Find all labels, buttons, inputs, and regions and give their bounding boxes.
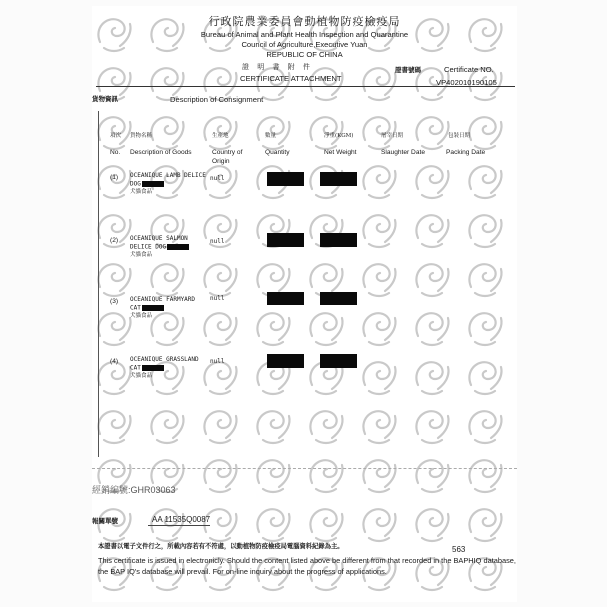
item-2-no: (2) [110, 237, 119, 244]
item-1-quantity-redaction [267, 172, 304, 186]
watermark-swirl [416, 509, 448, 541]
watermark-swirl [257, 411, 289, 443]
redaction-bar [142, 305, 164, 311]
watermark-swirl [98, 313, 130, 345]
col-packing-en: Packing Date [446, 149, 486, 156]
col-no-en: No. [110, 149, 121, 156]
item-3-name-zh: 犬貓食品 [130, 313, 153, 319]
watermark-swirl [363, 509, 395, 541]
redaction-bar [167, 244, 189, 250]
item-3-quantity-redaction [267, 292, 304, 305]
col-weight-zh: 淨重(KGM) [324, 133, 354, 139]
item-2-name-line2: DELICE DOG [130, 244, 189, 251]
watermark-swirl [98, 509, 130, 541]
watermark-swirl [310, 460, 342, 492]
watermark-swirl [98, 411, 130, 443]
watermark-swirl [416, 166, 448, 198]
col-weight-en: Net Weight [324, 149, 357, 156]
watermark-swirl [469, 460, 501, 492]
watermark-swirl [204, 313, 236, 345]
watermark-swirl [151, 411, 183, 443]
watermark-swirl [469, 264, 501, 296]
watermark-swirl [204, 460, 236, 492]
item-3-name-line1: OCEANIQUE FARMYARD [130, 296, 196, 303]
watermark-swirl [310, 313, 342, 345]
col-goods-zh: 貨物名稱 [130, 133, 153, 139]
item-2-name-zh: 犬貓食品 [130, 252, 153, 258]
council-name: Council of Agriculture,Executive Yuan [241, 40, 368, 49]
registration-number: 經銷編號:GHR03063 [92, 485, 176, 495]
watermark-swirl [416, 117, 448, 149]
watermark-swirl [151, 313, 183, 345]
watermark-swirl [310, 509, 342, 541]
watermark-swirl [310, 411, 342, 443]
item-4-name-zh: 犬貓食品 [130, 373, 153, 379]
item-1-weight-redaction [320, 172, 357, 186]
item-3-no: (3) [110, 298, 119, 305]
item-1-name-zh: 犬貓食品 [130, 189, 153, 195]
consignment-label-en: Description of Consignment [170, 95, 264, 104]
consignment-label-zh: 貨物資訊 [92, 95, 118, 103]
notice-zh: 本證書以電子文件行之，所載內容若有不符處，以動植物防疫檢疫局電腦資料紀錄為主。 [98, 543, 344, 550]
watermark-swirl [416, 264, 448, 296]
watermark-swirl [469, 313, 501, 345]
watermark-swirl [363, 68, 395, 100]
item-4-weight-redaction [320, 354, 357, 368]
watermark-swirl [204, 166, 236, 198]
col-origin-en: Country of [212, 149, 243, 156]
watermark-swirl [363, 215, 395, 247]
redaction-bar [142, 181, 164, 187]
agency-name-zh: 行政院農業委員會動植物防疫檢疫局 [208, 15, 401, 28]
item-2-quantity-redaction [267, 233, 304, 247]
watermark-swirl [469, 117, 501, 149]
page-number: 563 [452, 545, 466, 554]
col-slaughter-zh: 屠宰日期 [381, 133, 404, 139]
item-2-weight-redaction [320, 233, 357, 247]
cert-no-label-zh: 證書號碼 [395, 66, 421, 74]
watermark-swirl [416, 215, 448, 247]
col-slaughter-en: Slaughter Date [381, 149, 425, 156]
watermark-swirl [363, 460, 395, 492]
watermark-swirl [310, 68, 342, 100]
watermark-swirl [416, 362, 448, 394]
watermark-swirl [151, 117, 183, 149]
col-packing-zh: 包裝日期 [448, 133, 471, 139]
watermark-swirl [363, 411, 395, 443]
col-qty-zh: 數量 [265, 133, 277, 139]
item-1-name-line2: DOG [130, 181, 164, 188]
watermark-swirl [363, 166, 395, 198]
watermark-swirl [416, 411, 448, 443]
col-no-zh: 項次 [110, 133, 122, 139]
item-1-no: (1) [110, 174, 119, 181]
declaration-label-zh: 報關單號 [92, 517, 118, 525]
item-4-no: (4) [110, 358, 119, 365]
watermark-swirl [469, 215, 501, 247]
item-3-origin: null [210, 295, 225, 302]
watermark-swirl [469, 411, 501, 443]
watermark-swirl [151, 215, 183, 247]
redaction-bar [142, 365, 164, 371]
watermark-swirl [363, 313, 395, 345]
watermark-swirl [98, 264, 130, 296]
col-qty-en: Quantity [265, 149, 290, 156]
item-3-name-line2: CAT [130, 305, 164, 312]
header-underline [96, 86, 515, 87]
watermark-swirl [416, 313, 448, 345]
declaration-underline [148, 525, 210, 526]
table-left-rule [98, 111, 99, 457]
col-goods-en: Description of Goods [130, 149, 192, 156]
watermark-swirl [204, 362, 236, 394]
watermark-swirl [257, 460, 289, 492]
item-4-name-line1: OCEANIQUE GRASSLAND [130, 356, 199, 363]
declaration-number: AA 11535Q0087 [152, 515, 211, 524]
country-name: REPUBLIC OF CHINA [266, 50, 343, 59]
watermark-swirl [257, 313, 289, 345]
watermark-swirl [98, 362, 130, 394]
item-4-name-line2: CAT [130, 365, 164, 372]
watermark-swirl [469, 362, 501, 394]
item-2-origin: null [210, 238, 225, 245]
watermark-swirl [469, 166, 501, 198]
cert-no-value: VP402010190105 [436, 78, 497, 87]
watermark-swirl [469, 509, 501, 541]
item-1-origin: null [210, 175, 225, 182]
watermark-swirl [204, 264, 236, 296]
doc-title-zh: 證 明 書 附 件 [242, 63, 313, 71]
col-origin-zh: 生產地 [212, 133, 229, 139]
watermark-swirl [416, 460, 448, 492]
watermark-swirl [257, 509, 289, 541]
col-origin-en-2: Origin [212, 158, 230, 165]
agency-name-en: Bureau of Animal and Plant Health Inspection and Quarantine [200, 30, 409, 39]
watermark-swirl [151, 264, 183, 296]
section-separator [92, 468, 517, 469]
watermark-swirl [98, 166, 130, 198]
item-4-origin: null [210, 358, 225, 365]
cert-no-label-en: Certificate NO. [444, 65, 494, 74]
watermark-swirl [204, 411, 236, 443]
doc-title-en: CERTIFICATE ATTACHMENT [240, 74, 342, 83]
item-2-name-line1: OCEANIQUE SALMON [130, 235, 188, 242]
certificate-sheet [92, 6, 517, 602]
item-4-quantity-redaction [267, 354, 304, 368]
watermark-pattern [92, 6, 517, 602]
watermark-swirl [363, 264, 395, 296]
item-1-name-line1: OCEANIQUE LAMB DELICE [130, 172, 206, 179]
watermark-swirl [363, 362, 395, 394]
notice-en: This certificate is issued in electronicly. Should the content listed above be different from that recorded in the BAPHIQ database, the BAP IQ's database will prevail. For on-line inquiry about the progress of applications. [98, 556, 516, 576]
item-3-weight-redaction [320, 292, 357, 305]
